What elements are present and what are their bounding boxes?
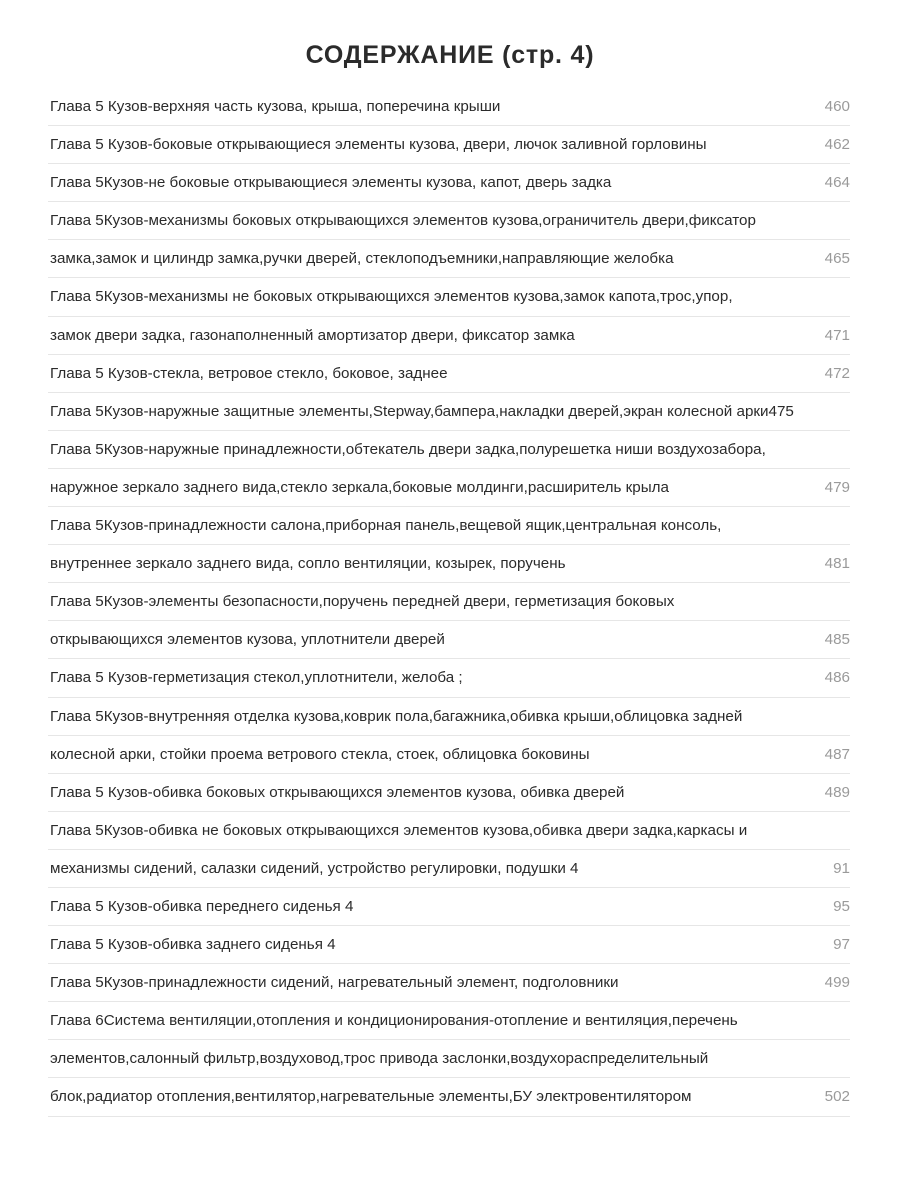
toc-entry-title: Глава 5 Кузов-обивка заднего сиденья 4 — [50, 936, 336, 954]
toc-entry-title: Глава 5Кузов-наружные защитные элементы,Stepway,бампера,накладки дверей,экран колесной арки475 — [50, 402, 794, 420]
toc-entry-title: Глава 5Кузов-механизмы не боковых открывающихся элементов кузова,замок капота,трос,упор, — [50, 288, 733, 306]
toc-entry-title: замок двери задка, газонаполненный амортизатор двери, фиксатор замка — [50, 326, 575, 344]
toc-entry-page-number: 486 — [824, 669, 850, 687]
toc-entry-page-number: 97 — [833, 936, 850, 954]
toc-entry-row[interactable] — [48, 621, 850, 659]
toc-entry-title: внутреннее зеркало заднего вида, сопло вентиляции, козырек, поручень — [50, 555, 566, 573]
toc-entry-row[interactable] — [48, 888, 850, 926]
toc-entry-page-number: 485 — [824, 631, 850, 649]
toc-entry-page-number: 462 — [824, 136, 850, 154]
toc-entry-page-number: 91 — [833, 859, 850, 877]
toc-entry-row[interactable] — [48, 164, 850, 202]
toc-entry-title: Глава 5Кузов-не боковые открывающиеся элементы кузова, капот, дверь задка — [50, 174, 612, 192]
toc-entry-row[interactable] — [48, 1078, 850, 1116]
toc-entry-title: наружное зеркало заднего вида,стекло зеркала,боковые молдинги,расширитель крыла — [50, 478, 669, 496]
toc-entry-title: элементов,салонный фильтр,воздуховод,трос привода заслонки,воздухораспределительный — [50, 1050, 709, 1068]
toc-entry-title: блок,радиатор отопления,вентилятор,нагревательные элементы,БУ электровентилятором — [50, 1088, 692, 1106]
toc-entry-page-number: 471 — [824, 326, 850, 344]
toc-entry-title: Глава 5 Кузов-обивка переднего сиденья 4 — [50, 897, 354, 915]
toc-entry-row[interactable] — [48, 393, 850, 431]
toc-entry-page-number: 465 — [824, 250, 850, 268]
toc-entry-row[interactable] — [48, 126, 850, 164]
toc-entry-row[interactable] — [48, 736, 850, 774]
toc-entry-title: Глава 5 Кузов-стекла, ветровое стекло, боковое, заднее — [50, 364, 448, 382]
toc-entry-row[interactable] — [48, 850, 850, 888]
toc-entry-page-number: 460 — [824, 98, 850, 115]
toc-entry-title: Глава 5Кузов-элементы безопасности,поручень передней двери, герметизация боковых — [50, 593, 675, 611]
toc-entry-row[interactable] — [48, 583, 850, 621]
toc-entry-page-number: 479 — [824, 478, 850, 496]
toc-entry-title: Глава 5Кузов-принадлежности салона,приборная панель,вещевой ящик,центральная консоль, — [50, 517, 722, 535]
toc-entry-row[interactable] — [48, 1040, 850, 1078]
toc-entry-row[interactable] — [48, 812, 850, 850]
toc-entry-title: открывающихся элементов кузова, уплотнители дверей — [50, 631, 445, 649]
toc-entry-page-number: 481 — [824, 555, 850, 573]
toc-entry-title: Глава 5Кузов-внутренняя отделка кузова,коврик пола,багажника,обивка крыши,облицовка задней — [50, 707, 743, 725]
toc-entry-row[interactable] — [48, 431, 850, 469]
toc-entry-page-number: 489 — [824, 783, 850, 801]
toc-entry-title: Глава 5Кузов-принадлежности сидений, нагревательный элемент, подголовники — [50, 974, 619, 992]
table-of-contents — [48, 88, 850, 1117]
toc-entry-title: Глава 5 Кузов-верхняя часть кузова, крыша, поперечина крыши — [50, 98, 501, 115]
toc-entry-title: замка,замок и цилиндр замка,ручки дверей, стеклоподъемники,направляющие желобка — [50, 250, 674, 268]
toc-entry-row[interactable] — [48, 317, 850, 355]
toc-entry-row[interactable] — [48, 240, 850, 278]
page-title: СОДЕРЖАНИЕ (стр. 4) — [305, 41, 595, 69]
toc-entry-page-number: 502 — [824, 1088, 850, 1106]
toc-entry-row[interactable] — [48, 88, 850, 126]
toc-entry-row[interactable] — [48, 202, 850, 240]
toc-entry-row[interactable] — [48, 507, 850, 545]
toc-entry-title: Глава 5 Кузов-обивка боковых открывающихся элементов кузова, обивка дверей — [50, 783, 625, 801]
toc-entry-row[interactable] — [48, 698, 850, 736]
toc-entry-title: Глава 5 Кузов-боковые открывающиеся элементы кузова, двери, лючок заливной горловины — [50, 136, 707, 154]
toc-entry-page-number: 499 — [824, 974, 850, 992]
toc-entry-page-number: 95 — [833, 897, 850, 915]
toc-entry-row[interactable] — [48, 278, 850, 316]
toc-entry-row[interactable] — [48, 774, 850, 812]
toc-entry-page-number: 487 — [824, 745, 850, 763]
toc-entry-title: Глава 5Кузов-обивка не боковых открывающихся элементов кузова,обивка двери задка,каркасы и — [50, 821, 748, 839]
toc-entry-row[interactable] — [48, 926, 850, 964]
toc-entry-page-number: 464 — [824, 174, 850, 192]
toc-entry-row[interactable] — [48, 545, 850, 583]
toc-entry-row[interactable] — [48, 355, 850, 393]
toc-entry-row[interactable] — [48, 964, 850, 1002]
toc-entry-title: Глава 5Кузов-механизмы боковых открывающихся элементов кузова,ограничитель двери,фиксатор — [50, 212, 756, 230]
toc-entry-title: Глава 5 Кузов-герметизация стекол,уплотнители, желоба ; — [50, 669, 463, 687]
toc-entry-row[interactable] — [48, 1002, 850, 1040]
toc-entry-title: механизмы сидений, салазки сидений, устройство регулировки, подушки 4 — [50, 859, 579, 877]
toc-entry-title: Глава 5Кузов-наружные принадлежности,обтекатель двери задка,полурешетка ниши воздухозабора, — [50, 440, 766, 458]
toc-entry-title: Глава 6Система вентиляции,отопления и кондиционирования-отопление и вентиляция,перечень — [50, 1012, 738, 1030]
toc-entry-page-number: 472 — [824, 364, 850, 382]
toc-entry-title: колесной арки, стойки проема ветрового стекла, стоек, облицовка боковины — [50, 745, 590, 763]
toc-entry-row[interactable] — [48, 469, 850, 507]
toc-entry-row[interactable] — [48, 659, 850, 697]
